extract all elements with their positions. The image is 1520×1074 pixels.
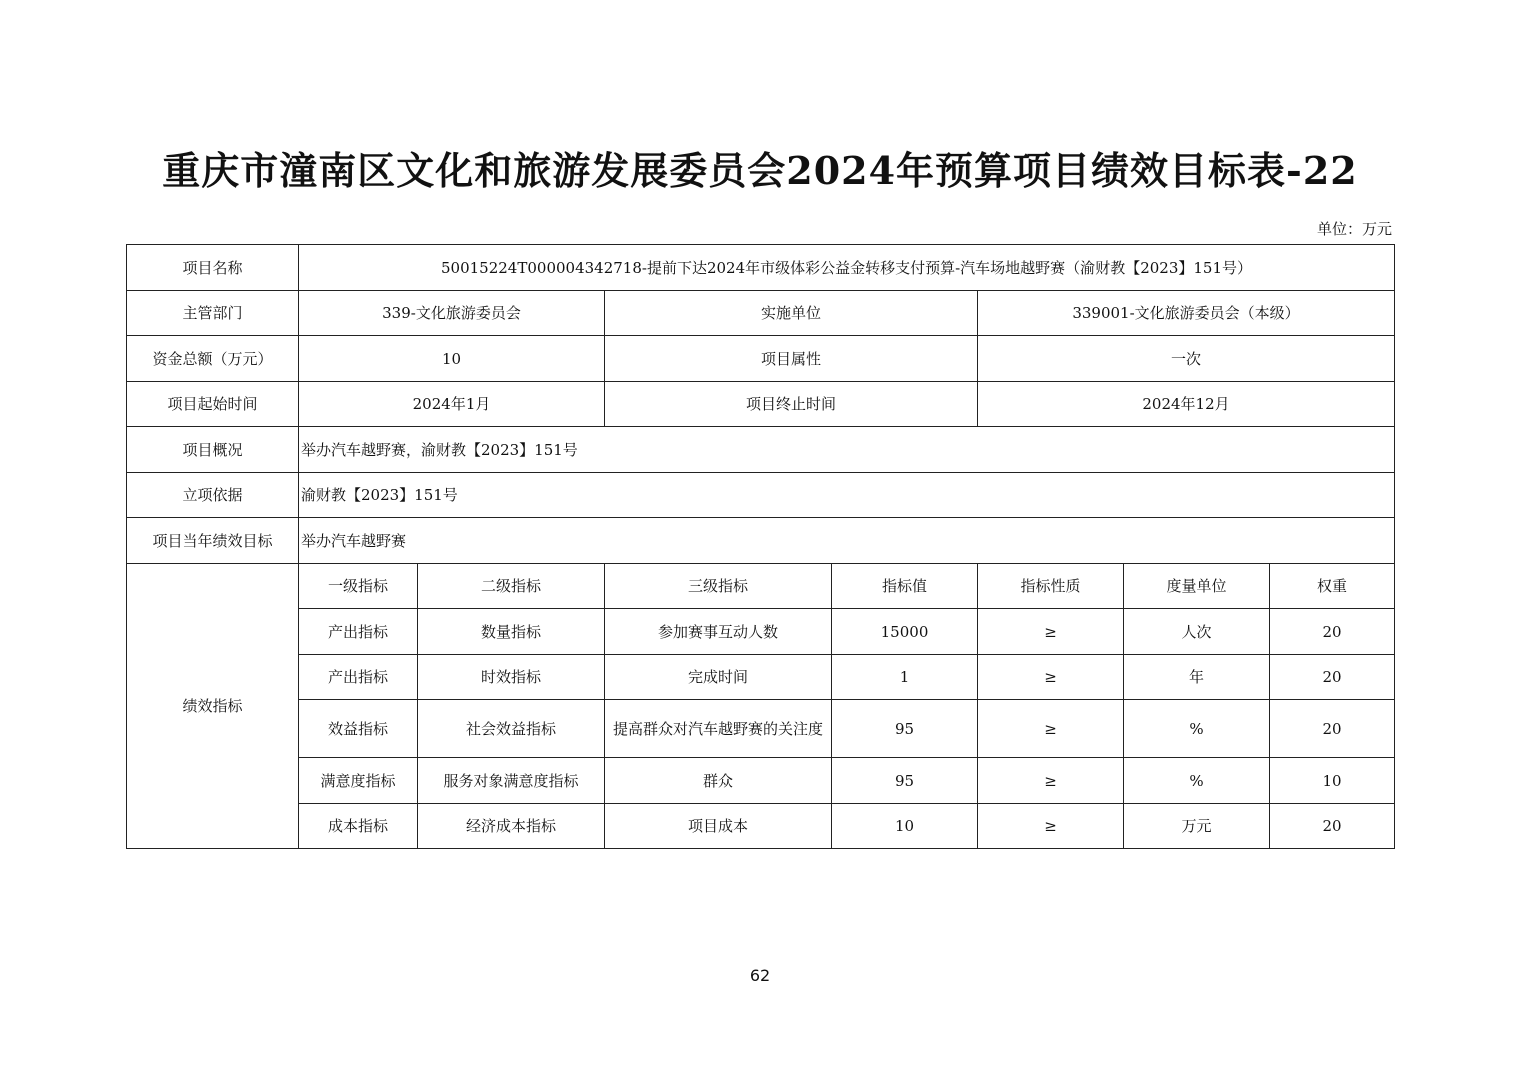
nature-cell: ≥	[978, 609, 1124, 655]
basis-value: 渝财教【2023】151号	[299, 473, 1395, 518]
level1-cell: 产出指标	[299, 609, 418, 655]
goal-label: 项目当年绩效目标	[127, 518, 299, 564]
start-value: 2024年1月	[299, 382, 605, 427]
end-label: 项目终止时间	[605, 382, 978, 427]
dept-value: 339-文化旅游委员会	[299, 291, 605, 336]
attr-value: 一次	[978, 336, 1395, 382]
project-name-value: 50015224T000004342718-提前下达2024年市级体彩公益金转移支付预算-汽车场地越野赛（渝财教【2023】151号）	[299, 245, 1395, 291]
header-cell: 二级指标	[418, 564, 605, 609]
start-label: 项目起始时间	[127, 382, 299, 427]
page-number: 62	[749, 966, 771, 985]
indicator-row	[127, 609, 1395, 655]
unit-label: 单位：万元	[1316, 220, 1392, 238]
unit-cell: 万元	[1124, 804, 1270, 849]
level2-cell: 经济成本指标	[418, 804, 605, 849]
header-cell: 指标值	[832, 564, 978, 609]
unit-cell: 年	[1124, 655, 1270, 700]
value-cell: 10	[832, 804, 978, 849]
level1-cell: 效益指标	[299, 700, 418, 758]
header-cell: 一级指标	[299, 564, 418, 609]
project-name-label: 项目名称	[127, 245, 299, 291]
level2-cell: 社会效益指标	[418, 700, 605, 758]
level3-cell: 群众	[605, 758, 832, 804]
level2-cell: 服务对象满意度指标	[418, 758, 605, 804]
dept-label: 主管部门	[127, 291, 299, 336]
header-cell: 权重	[1270, 564, 1395, 609]
basis-label: 立项依据	[127, 473, 299, 518]
indicator-row	[127, 700, 1395, 758]
level2-cell: 数量指标	[418, 609, 605, 655]
value-cell: 95	[832, 758, 978, 804]
impl-value: 339001-文化旅游委员会（本级）	[978, 291, 1395, 336]
level3-cell: 提高群众对汽车越野赛的关注度	[605, 700, 832, 758]
indicator-header-row	[127, 564, 1395, 609]
indicator-section-label: 绩效指标	[127, 564, 299, 849]
row-overview	[127, 427, 1395, 473]
weight-cell: 10	[1270, 758, 1395, 804]
overview-value: 举办汽车越野赛，渝财教【2023】151号	[299, 427, 1395, 473]
level3-cell: 项目成本	[605, 804, 832, 849]
indicator-row	[127, 804, 1395, 849]
unit-cell: %	[1124, 758, 1270, 804]
nature-cell: ≥	[978, 804, 1124, 849]
fund-label: 资金总额（万元）	[127, 336, 299, 382]
value-cell: 1	[832, 655, 978, 700]
row-goal	[127, 518, 1395, 564]
value-cell: 95	[832, 700, 978, 758]
attr-label: 项目属性	[605, 336, 978, 382]
end-value: 2024年12月	[978, 382, 1395, 427]
weight-cell: 20	[1270, 804, 1395, 849]
level3-cell: 完成时间	[605, 655, 832, 700]
header-cell: 度量单位	[1124, 564, 1270, 609]
level3-cell: 参加赛事互动人数	[605, 609, 832, 655]
unit-cell: %	[1124, 700, 1270, 758]
nature-cell: ≥	[978, 758, 1124, 804]
fund-value: 10	[299, 336, 605, 382]
nature-cell: ≥	[978, 655, 1124, 700]
row-fund	[127, 336, 1395, 382]
level2-cell: 时效指标	[418, 655, 605, 700]
unit-cell: 人次	[1124, 609, 1270, 655]
level1-cell: 成本指标	[299, 804, 418, 849]
weight-cell: 20	[1270, 609, 1395, 655]
goal-value: 举办汽车越野赛	[299, 518, 1395, 564]
header-cell: 三级指标	[605, 564, 832, 609]
indicator-row	[127, 758, 1395, 804]
row-department	[127, 291, 1395, 336]
value-cell: 15000	[832, 609, 978, 655]
weight-cell: 20	[1270, 655, 1395, 700]
nature-cell: ≥	[978, 700, 1124, 758]
level1-cell: 产出指标	[299, 655, 418, 700]
performance-table	[126, 244, 1395, 849]
weight-cell: 20	[1270, 700, 1395, 758]
header-cell: 指标性质	[978, 564, 1124, 609]
row-project-name	[127, 245, 1395, 291]
overview-label: 项目概况	[127, 427, 299, 473]
row-time	[127, 382, 1395, 427]
page-title: 重庆市潼南区文化和旅游发展委员会2024年预算项目绩效目标表-22	[162, 148, 1358, 193]
impl-label: 实施单位	[605, 291, 978, 336]
level1-cell: 满意度指标	[299, 758, 418, 804]
indicator-row	[127, 655, 1395, 700]
row-basis	[127, 473, 1395, 518]
